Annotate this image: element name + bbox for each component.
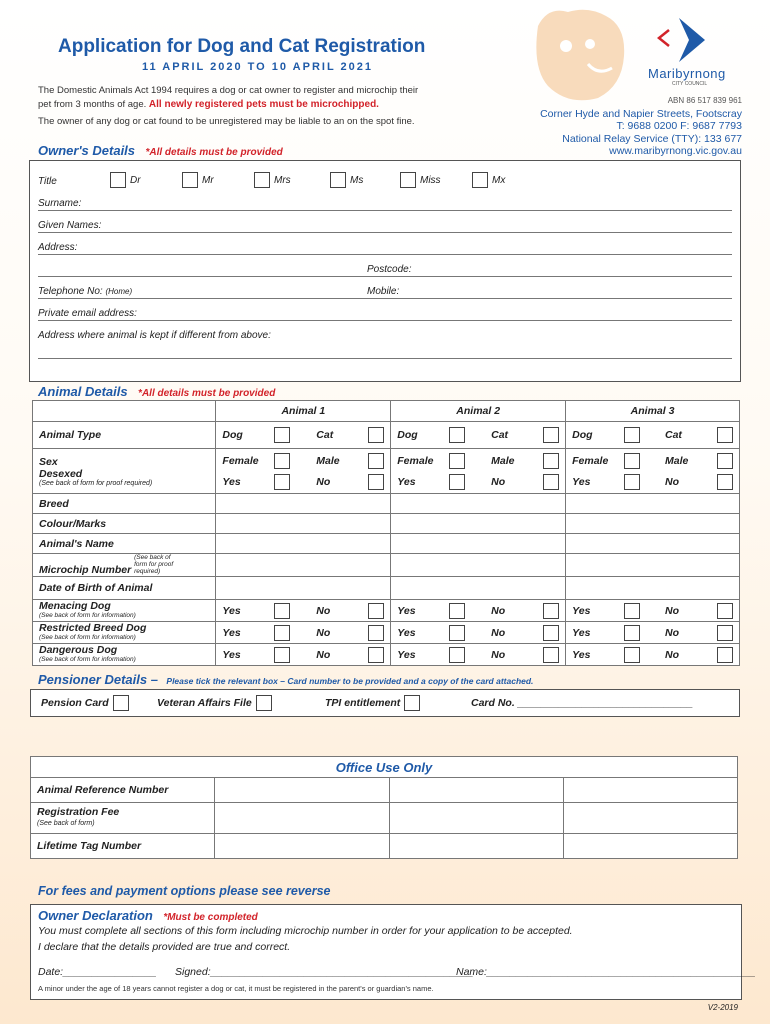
animal-name-input[interactable] [216, 534, 391, 554]
form-title: Application for Dog and Cat Registration [58, 36, 426, 57]
no-label: No [316, 604, 331, 617]
dangerous-no-checkbox[interactable] [717, 647, 733, 663]
colour-input[interactable] [216, 514, 391, 534]
dangerous-no-checkbox[interactable] [543, 647, 559, 663]
postcode-label: Postcode: [367, 264, 412, 275]
office-cell [389, 834, 564, 859]
microchip-sub: (See back of form for proof required) [134, 554, 174, 575]
pensioner-note: Please tick the relevant box – Card number to be provided and a copy of the card attached. [166, 676, 534, 686]
female-checkbox[interactable] [624, 453, 640, 469]
reg-fee-text: Registration Fee [37, 806, 120, 818]
restricted-text: Restricted Breed Dog [39, 621, 147, 634]
desexed-yes-checkbox[interactable] [449, 474, 465, 490]
menacing-label [33, 600, 216, 622]
surname-label: Surname: [38, 198, 82, 209]
title-option-label: Miss [420, 174, 441, 186]
surname-field[interactable] [38, 210, 732, 211]
council-contact [540, 95, 742, 158]
veteran-affairs-option[interactable] [157, 695, 272, 711]
animal-col-3: Animal 3 [566, 401, 740, 422]
female-checkbox[interactable] [449, 453, 465, 469]
restricted-no-checkbox[interactable] [368, 625, 384, 641]
tpi-checkbox[interactable] [404, 695, 420, 711]
menacing-sub: (See back of form for information) [39, 611, 136, 619]
intro-line-a: The Domestic Animals Act 1994 requires a dog or cat owner to register and microchip their [38, 85, 419, 96]
dangerous-cell [566, 644, 740, 666]
title-option-miss[interactable] [400, 172, 472, 188]
dog-checkbox[interactable] [274, 427, 290, 443]
fees-note: For fees and payment options please see reverse [38, 884, 331, 898]
no-label: No [491, 604, 506, 617]
owner-heading: Owner's Details [38, 143, 136, 158]
signature-field[interactable]: Signed:_____________________________________________ [175, 966, 474, 978]
restricted-yes-checkbox[interactable] [274, 625, 290, 641]
tpi-label: TPI entitlement [325, 697, 401, 709]
menacing-cell [566, 600, 740, 622]
title-option-label: Ms [350, 174, 364, 186]
female-label: Female [572, 454, 609, 467]
animal-name-input[interactable] [391, 534, 566, 554]
dangerous-text: Dangerous Dog [39, 643, 118, 656]
menacing-yes-checkbox[interactable] [449, 603, 465, 619]
no-label: No [665, 604, 679, 617]
male-label: Male [316, 454, 340, 467]
yes-label: Yes [572, 648, 591, 661]
title-checkbox[interactable] [472, 172, 488, 188]
no-label: No [491, 648, 506, 661]
office-cell [389, 803, 564, 834]
title-checkbox[interactable] [330, 172, 346, 188]
given-names-field[interactable] [38, 232, 732, 233]
no-label: No [491, 475, 506, 488]
restricted-cell [391, 622, 566, 644]
desexed-label: Desexed [39, 467, 83, 480]
fine-warning: The owner of any dog or cat found to be unregistered may be liable to an on the spot fine. [38, 116, 415, 127]
council-address: Corner Hyde and Napier Streets, Footscray [540, 107, 742, 120]
date-field[interactable]: Date:________________ [38, 966, 157, 978]
animal-name-label: Animal's Name [33, 534, 216, 554]
animal-type-cell [391, 422, 566, 449]
yes-label: Yes [222, 475, 241, 488]
breed-input[interactable] [391, 494, 566, 514]
given-names-label: Given Names: [38, 220, 102, 231]
yes-label: Yes [222, 648, 241, 661]
version-label: V2-2019 [707, 1003, 738, 1012]
title-option-ms[interactable] [330, 172, 400, 188]
animal-heading: Animal Details [38, 384, 128, 399]
yes-label: Yes [572, 475, 591, 488]
yes-label: Yes [572, 604, 591, 617]
menacing-no-checkbox[interactable] [368, 603, 384, 619]
reg-fee-label [31, 803, 215, 834]
dangerous-cell [216, 644, 391, 666]
declaration-heading: Owner Declaration [38, 908, 153, 923]
no-label: No [665, 626, 679, 639]
yes-label: Yes [397, 604, 416, 617]
cat-label: Cat [316, 429, 334, 441]
title-checkbox[interactable] [254, 172, 270, 188]
declaration-line-1: You must complete all sections of this form including microchip number in order for your application to be accepted. [38, 925, 573, 937]
cat-checkbox[interactable] [543, 427, 559, 443]
desexed-no-checkbox[interactable] [368, 474, 384, 490]
title-option-mr[interactable] [182, 172, 254, 188]
telephone-label [38, 286, 132, 297]
animal-details-table [32, 400, 740, 666]
title-options [110, 172, 532, 188]
cat-checkbox[interactable] [368, 427, 384, 443]
pension-card-option[interactable] [41, 695, 129, 711]
sex-desexed-cell [216, 449, 391, 494]
animal-note: *All details must be provided [138, 388, 276, 399]
reg-fee-sub: (See back of form) [37, 820, 95, 827]
mobile-label: Mobile: [367, 286, 400, 297]
pet-silhouette-logo-icon [528, 6, 644, 102]
male-label: Male [491, 454, 515, 467]
microchip-text: Microchip Number [39, 564, 132, 576]
desexed-sub: (See back of form for proof required) [39, 479, 153, 487]
council-name: Maribyrnong [648, 66, 726, 81]
intro-text [38, 84, 508, 112]
no-label: No [316, 626, 331, 639]
title-option-label: Mrs [274, 174, 291, 186]
telephone-text: Telephone No: [38, 286, 103, 297]
animal-type-cell [566, 422, 740, 449]
colour-input[interactable] [566, 514, 740, 534]
alt-address-field[interactable] [38, 358, 732, 359]
restricted-no-checkbox[interactable] [717, 625, 733, 641]
abn: ABN 86 517 839 961 [667, 96, 742, 105]
female-checkbox[interactable] [274, 453, 290, 469]
sex-label: Sex [39, 455, 58, 468]
title-option-label: Mx [492, 174, 506, 186]
dob-input[interactable] [216, 577, 391, 600]
male-checkbox[interactable] [368, 453, 384, 469]
animal-type-cell [216, 422, 391, 449]
office-cell [214, 803, 389, 834]
dob-input[interactable] [391, 577, 566, 600]
relay-service: National Relay Service (TTY): 133 677 [562, 132, 742, 145]
minor-note: A minor under the age of 18 years cannot register a dog or cat, it must be registered in the parent's or guardian's name. [38, 984, 434, 993]
restricted-yes-checkbox[interactable] [449, 625, 465, 641]
sex-desexed-label [33, 449, 216, 494]
email-label: Private email address: [38, 308, 137, 319]
desexed-yes-checkbox[interactable] [624, 474, 640, 490]
title-label: Title [38, 176, 57, 187]
email-field[interactable] [38, 320, 732, 321]
menacing-yes-checkbox[interactable] [624, 603, 640, 619]
dob-label: Date of Birth of Animal [33, 577, 216, 600]
title-checkbox[interactable] [400, 172, 416, 188]
owner-note: *All details must be provided [145, 147, 283, 158]
microchip-input[interactable] [566, 554, 740, 577]
no-label: No [316, 648, 331, 661]
table-corner [33, 401, 216, 422]
council-sub: CITY COUNCIL [672, 81, 708, 87]
menacing-no-checkbox[interactable] [543, 603, 559, 619]
title-option-mx[interactable] [472, 172, 532, 188]
owner-section-header [38, 142, 283, 160]
dangerous-yes-checkbox[interactable] [624, 647, 640, 663]
menacing-no-checkbox[interactable] [717, 603, 733, 619]
title-checkbox[interactable] [110, 172, 126, 188]
microchip-input[interactable] [391, 554, 566, 577]
address-field[interactable] [38, 254, 732, 255]
yes-label: Yes [222, 626, 241, 639]
dangerous-label [33, 644, 216, 666]
title-option-label: Mr [202, 174, 214, 186]
council-phone: T: 9688 0200 F: 9687 7793 [616, 120, 742, 132]
female-label: Female [222, 454, 259, 467]
no-label: No [316, 475, 331, 488]
microchip-requirement: All newly registered pets must be microchipped. [148, 99, 379, 110]
yes-label: Yes [397, 475, 416, 488]
office-cell [214, 778, 389, 803]
no-label: No [665, 648, 679, 661]
menacing-cell [216, 600, 391, 622]
declaration-line-2: I declare that the details provided are true and correct. [38, 941, 291, 953]
desexed-yes-checkbox[interactable] [274, 474, 290, 490]
alt-address-label: Address where animal is kept if different from above: [38, 330, 271, 341]
declaration-header [38, 907, 258, 925]
restricted-yes-checkbox[interactable] [624, 625, 640, 641]
pensioner-section-header [38, 671, 533, 689]
female-label: Female [397, 454, 434, 467]
breed-input[interactable] [566, 494, 740, 514]
office-cell [564, 834, 738, 859]
animal-name-input[interactable] [566, 534, 740, 554]
pensioner-heading: Pensioner Details – [38, 672, 158, 687]
dangerous-no-checkbox[interactable] [368, 647, 384, 663]
veteran-affairs-checkbox[interactable] [256, 695, 272, 711]
veteran-affairs-label: Veteran Affairs File [157, 697, 252, 709]
title-option-mrs[interactable] [254, 172, 330, 188]
colour-input[interactable] [391, 514, 566, 534]
male-checkbox[interactable] [543, 453, 559, 469]
registration-period: 11 APRIL 2020 TO 10 APRIL 2021 [142, 61, 374, 73]
sex-desexed-cell [391, 449, 566, 494]
cat-label: Cat [665, 429, 682, 441]
animal-col-2: Animal 2 [391, 401, 566, 422]
dog-label: Dog [222, 429, 243, 441]
dangerous-sub: (See back of form for information) [39, 655, 136, 663]
title-option-dr[interactable] [110, 172, 182, 188]
menacing-cell [391, 600, 566, 622]
yes-label: Yes [397, 626, 416, 639]
declaration-note: *Must be completed [163, 912, 258, 923]
tpi-option[interactable] [325, 695, 420, 711]
male-label: Male [665, 454, 689, 467]
telephone-sub: (Home) [105, 287, 133, 296]
restricted-no-checkbox[interactable] [543, 625, 559, 641]
office-cell [214, 834, 389, 859]
council-chevron-logo-icon [655, 16, 709, 62]
postcode-field[interactable] [38, 276, 732, 277]
microchip-label [33, 554, 216, 577]
microchip-input[interactable] [216, 554, 391, 577]
restricted-sub: (See back of form for information) [39, 633, 136, 641]
yes-label: Yes [222, 604, 241, 617]
desexed-no-checkbox[interactable] [543, 474, 559, 490]
title-checkbox[interactable] [182, 172, 198, 188]
pension-card-label: Pension Card [41, 697, 109, 709]
dangerous-yes-checkbox[interactable] [274, 647, 290, 663]
office-cell [564, 778, 738, 803]
title-option-label: Dr [130, 174, 141, 186]
cat-checkbox[interactable] [717, 427, 733, 443]
dog-label: Dog [572, 429, 593, 441]
office-cell [564, 803, 738, 834]
council-website[interactable]: www.maribyrnong.vic.gov.au [609, 145, 742, 157]
animal-col-1: Animal 1 [216, 401, 391, 422]
office-cell [389, 778, 564, 803]
breed-label: Breed [33, 494, 216, 514]
restricted-cell [566, 622, 740, 644]
no-label: No [665, 475, 679, 488]
restricted-cell [216, 622, 391, 644]
dangerous-cell [391, 644, 566, 666]
declaration-box [30, 904, 756, 1000]
menacing-text: Menacing Dog [39, 599, 111, 612]
menacing-yes-checkbox[interactable] [274, 603, 290, 619]
yes-label: Yes [572, 626, 591, 639]
animal-type-label: Animal Type [33, 422, 216, 449]
breed-input[interactable] [216, 494, 391, 514]
office-heading: Office Use Only [31, 757, 738, 778]
telephone-field[interactable] [38, 298, 732, 299]
dangerous-yes-checkbox[interactable] [449, 647, 465, 663]
animal-ref-label: Animal Reference Number [31, 778, 215, 803]
dog-checkbox[interactable] [624, 427, 640, 443]
name-field[interactable]: Name:______________________________________________ [456, 966, 756, 978]
intro-line-b: pet from 3 months of age. [38, 99, 147, 110]
dog-checkbox[interactable] [449, 427, 465, 443]
animal-section-header [38, 383, 275, 401]
card-number-field[interactable]: Card No. ______________________________ [471, 697, 693, 709]
no-label: No [491, 626, 506, 639]
office-use-table [30, 756, 738, 859]
dob-input[interactable] [566, 577, 740, 600]
desexed-no-checkbox[interactable] [717, 474, 733, 490]
restricted-label [33, 622, 216, 644]
colour-label: Colour/Marks [33, 514, 216, 534]
sex-desexed-cell [566, 449, 740, 494]
pension-card-checkbox[interactable] [113, 695, 129, 711]
yes-label: Yes [397, 648, 416, 661]
tag-label: Lifetime Tag Number [31, 834, 215, 859]
male-checkbox[interactable] [717, 453, 733, 469]
pensioner-box [30, 689, 740, 717]
address-label: Address: [38, 242, 78, 253]
dog-label: Dog [397, 429, 418, 441]
owner-details-box [29, 160, 741, 382]
cat-label: Cat [491, 429, 509, 441]
